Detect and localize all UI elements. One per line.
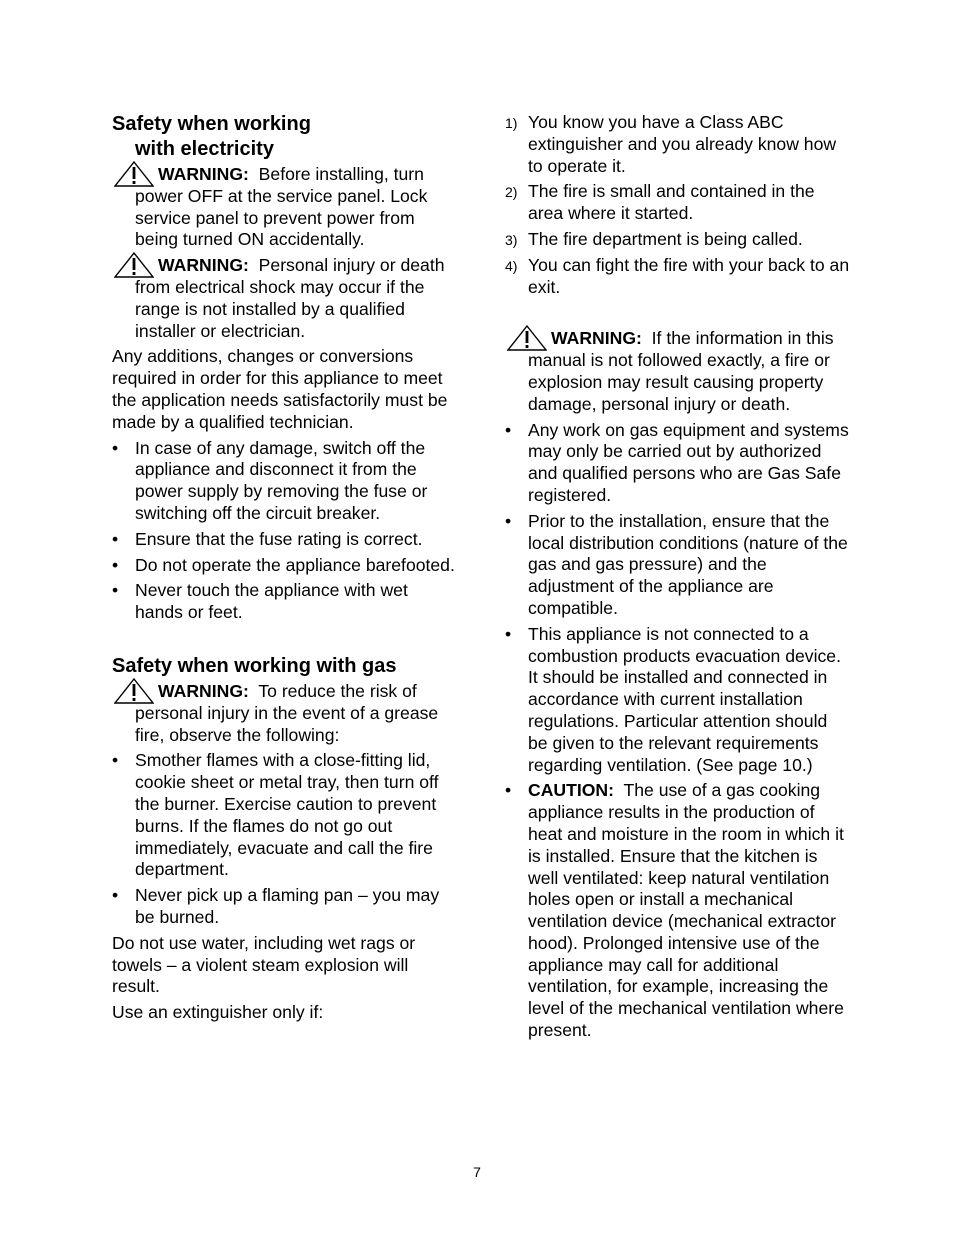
- list-item: • In case of any damage, switch off the appliance and disconnect it from the power supply by removing the fuse or switching off the circuit breaker.: [112, 437, 428, 523]
- list-item: 1) You know you have a Class ABC extinguisher and you already know how to operate it.: [505, 112, 837, 176]
- warning-label: WARNING:: [158, 680, 249, 701]
- list-item: • Any work on gas equipment and systems may only be carried out by authorized and qualified persons who are Gas Safe registered.: [505, 419, 849, 505]
- warning-block-shock: [112, 255, 457, 342]
- left-column: [112, 112, 457, 1028]
- paragraph-extinguisher: Use an extinguisher only if:: [112, 1002, 324, 1023]
- caution-label: CAUTION:: [528, 780, 615, 801]
- list-item: 2) The fire is small and contained in the area where it started.: [505, 181, 815, 224]
- warning-block-grease-fire: [112, 681, 457, 746]
- warning-label: WARNING:: [158, 255, 249, 276]
- list-item: 4) You can fight the fire with your back to an exit.: [505, 254, 850, 297]
- warning-text: Before installing, turn power OFF at the service panel. Lock service panel to prevent power from being turned ON accidentally.: [135, 164, 428, 250]
- warning-label: WARNING:: [551, 328, 642, 349]
- warning-block-power-off: [112, 164, 457, 251]
- list-item: • Never touch the appliance with wet hands or feet.: [112, 580, 408, 623]
- paragraph-qualified-technician: Any additions, changes or conversions required in order for this appliance to meet the application needs satisfactorily must be made by a qualified technician.: [112, 346, 448, 432]
- bullet-list-electricity: [112, 438, 457, 624]
- right-column: [505, 112, 850, 1046]
- warning-text: If the information in this manual is not followed exactly, a fire or explosion may result causing property damage, personal injury or death.: [528, 328, 834, 414]
- list-item-caution: • CAUTION: The use of a gas cooking appliance results in the production of heat and moisture in the room in which it is installed. Ensure that the kitchen is well ventilated: keep natural ventilation holes open or install a mechanical ventilation device (mechanical extractor hood). Prolonged intensive use of the appliance may call for additional ventilation, for example, increasing the level of the mechanical ventilation where present.: [505, 780, 844, 1041]
- warning-label: WARNING:: [158, 164, 249, 184]
- warning-triangle-icon: [114, 252, 154, 278]
- section-title-electricity: [112, 112, 457, 162]
- warning-text: Personal injury or death from electrical shock may occur if the range is not installed by a qualified installer or electrician.: [135, 255, 445, 341]
- bullet-list-grease-fire: [112, 750, 457, 928]
- list-item: • Smother flames with a close-fitting lid, cookie sheet or metal tray, then turn off the burner. Exercise caution to prevent burns. If the flames do not go out immediately, evacuate and call the fire department.: [112, 750, 439, 880]
- section-title-line1: Safety when working: [112, 113, 311, 135]
- list-item: • This appliance is not connected to a combustion products evacuation device. It should be installed and connected in accordance with current installation regulations. Particular attention should be given to the relevant requirements regarding ventilation. (See page 10.): [505, 623, 841, 775]
- list-item: • Never pick up a flaming pan – you may be burned.: [112, 885, 440, 927]
- warning-text: To reduce the risk of personal injury in the event of a grease fire, observe the following:: [135, 680, 439, 745]
- section-title-gas: Safety when working with gas: [112, 654, 397, 677]
- page-number: 7: [473, 1164, 481, 1180]
- warning-block-manual: [505, 328, 850, 415]
- bullet-list-gas: [505, 420, 850, 1042]
- section-title-line2: with electricity: [135, 138, 274, 160]
- warning-triangle-icon: [114, 161, 154, 187]
- numbered-list-extinguisher-conditions: [505, 112, 850, 298]
- list-item: 3) The fire department is being called.: [505, 228, 803, 249]
- paragraph-no-water: Do not use water, including wet rags or towels – a violent steam explosion will result.: [112, 932, 416, 997]
- warning-triangle-icon: [114, 678, 154, 704]
- warning-triangle-icon: [507, 325, 547, 351]
- list-item: • Ensure that the fuse rating is correct.: [112, 528, 423, 549]
- caution-text: The use of a gas cooking appliance results in the production of heat and moisture in the room in which it is installed. Ensure that the kitchen is well ventilated: keep natural ventilation holes open or install a mechanical ventilation device (mechanical extractor hood). Prolonged intensive use of the appliance may call for additional ventilation, for example, increasing the level of the mechanical ventilation where present.: [528, 780, 844, 1041]
- list-item: • Do not operate the appliance barefooted.: [112, 554, 455, 575]
- list-item: • Prior to the installation, ensure that the local distribution conditions (nature of the gas and gas pressure) and the adjustment of the appliance are compatible.: [505, 510, 848, 618]
